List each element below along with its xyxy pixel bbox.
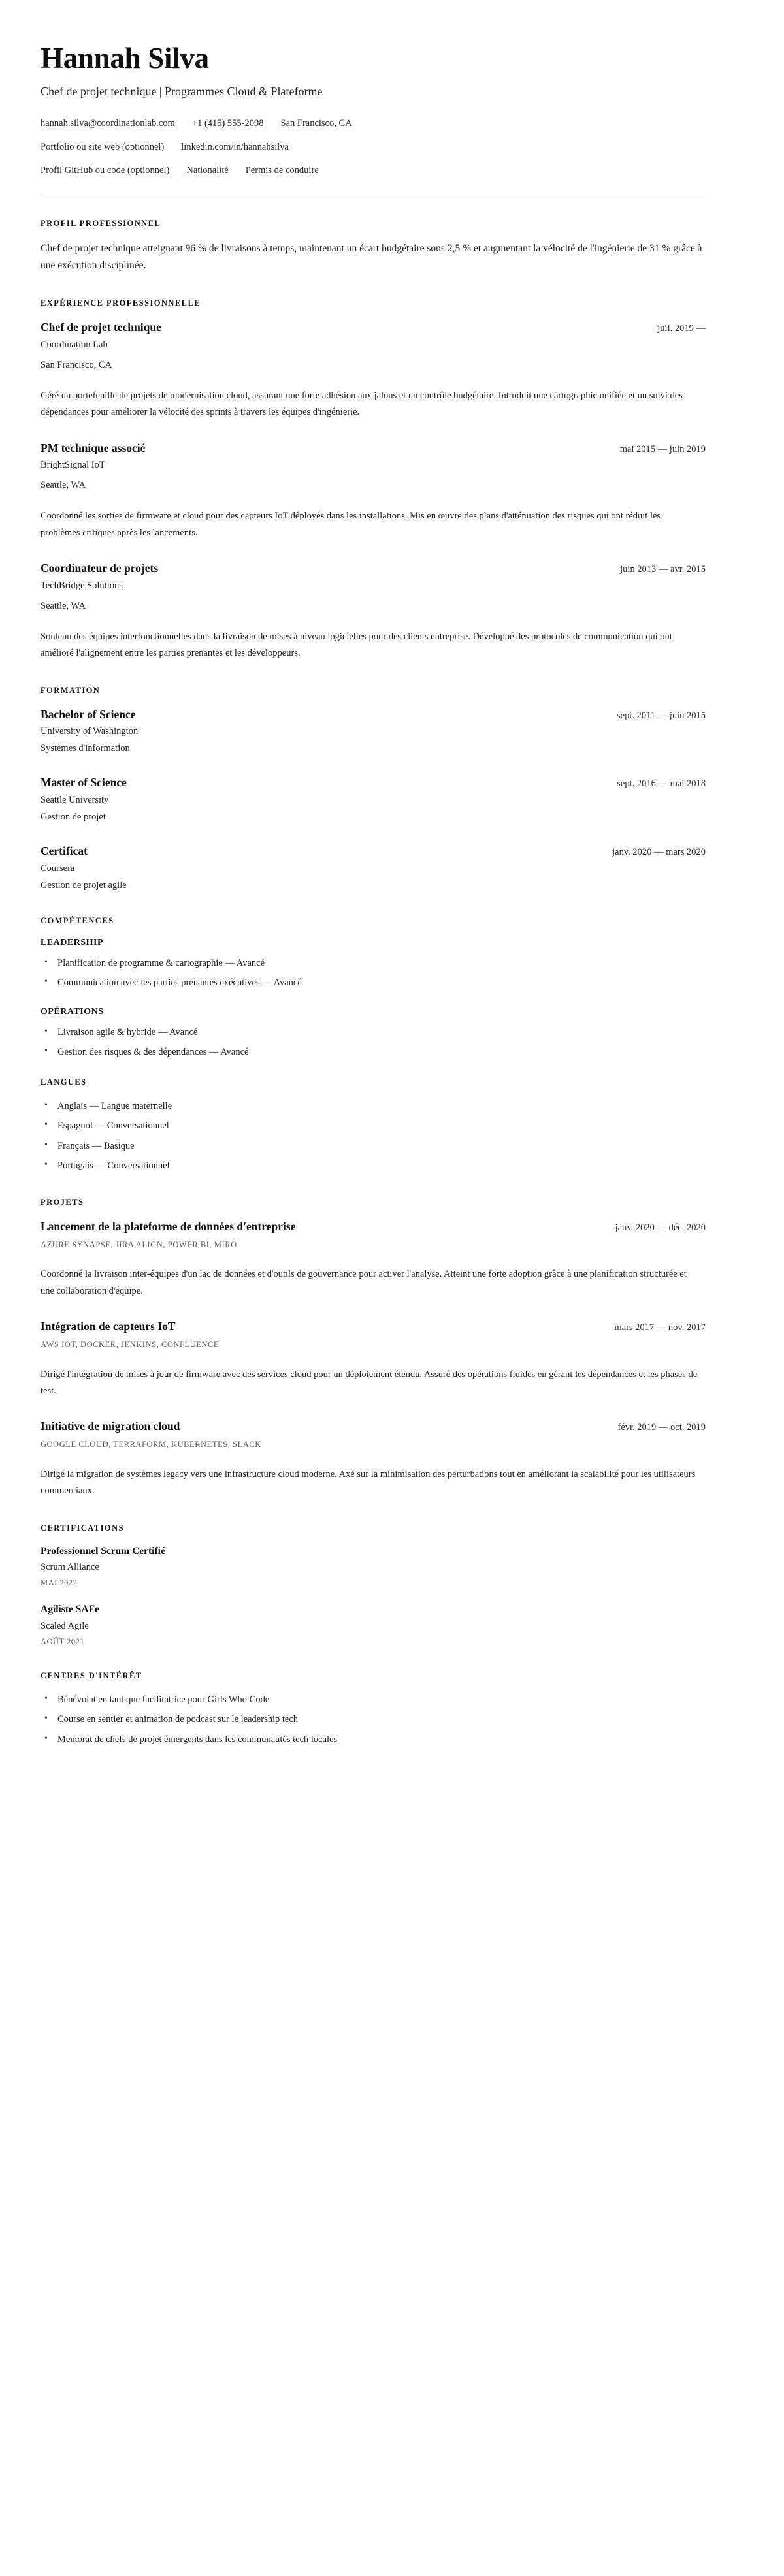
project-description: Dirigé l'intégration de mises à jour de firmware avec des services cloud pour un déploiement étendu. Assuré des opérations fluides en gérant les dépendances et les phases de test. — [41, 1369, 698, 1396]
education-entry — [41, 707, 706, 756]
interest-list — [41, 1693, 706, 1747]
skill-item: • Planification de programme & cartographie — Avancé — [41, 956, 706, 971]
project-entry-head — [41, 1419, 706, 1434]
candidate-name: Hannah Silva — [41, 42, 209, 74]
contact-row-primary — [41, 117, 706, 131]
project-description: Coordonné la livraison inter-équipes d'un lac de données et d'outils de gouvernance pour activer l'analyse. Atteint une forte adoption grâce à une planification structurée et une collaboration d'équipe. — [41, 1269, 687, 1296]
skill-item: • Livraison agile & hybride — Avancé — [41, 1025, 706, 1040]
experience-company: Coordination Lab — [41, 339, 108, 350]
project-title: Initiative de migration cloud — [41, 1420, 180, 1433]
candidate-headline: Chef de projet technique | Programmes Cloud & Plateforme — [41, 85, 323, 99]
project-date-range: janv. 2020 — déc. 2020 — [615, 1222, 706, 1233]
education-entry — [41, 775, 706, 824]
skill-group-name: OPÉRATIONS — [41, 1006, 104, 1017]
certification-entry — [41, 1603, 706, 1647]
education-entry-head — [41, 775, 706, 790]
education-entry-head — [41, 707, 706, 722]
experience-description: Géré un portefeuille de projets de modernisation cloud, assurant une forte adhésion aux jalons et un contrôle budgétaire. Introduit une cartographie unifiée et un suivi des dépendances pour améliorer la vélocité des sprints à travers les équipes d'ingénierie. — [41, 390, 683, 418]
certification-date: AOÛT 2021 — [41, 1636, 85, 1646]
project-entry-head — [41, 1219, 706, 1234]
certification-entry — [41, 1545, 706, 1589]
skill-group-operations — [41, 1007, 706, 1060]
section-title-education: FORMATION — [41, 685, 101, 695]
section-experience — [41, 298, 706, 662]
experience-company: TechBridge Solutions — [41, 580, 123, 591]
skill-group-name: LEADERSHIP — [41, 937, 104, 947]
contact-nationality: Nationalité — [186, 165, 229, 176]
language-item: • Français — Basique — [41, 1139, 706, 1154]
experience-location: Seattle, WA — [41, 480, 86, 491]
section-interests — [41, 1671, 706, 1747]
education-degree: Master of Science — [41, 776, 127, 789]
section-title-interests: CENTRES D'INTÉRÊT — [41, 1671, 142, 1680]
section-title-experience: EXPÉRIENCE PROFESSIONNELLE — [41, 298, 201, 308]
section-title-skills: COMPÉTENCES — [41, 915, 114, 925]
project-tech-stack: GOOGLE CLOUD, TERRAFORM, KUBERNETES, SLACK — [41, 1440, 261, 1450]
experience-date-range: juin 2013 — avr. 2015 — [620, 564, 706, 575]
skill-item: • Communication avec les parties prenantes exécutives — Avancé — [41, 976, 706, 991]
section-skills — [41, 916, 706, 1060]
education-school: Coursera — [41, 863, 75, 874]
skill-list — [41, 1025, 706, 1060]
contact-row-links — [41, 140, 706, 154]
section-title-certifications: CERTIFICATIONS — [41, 1523, 124, 1533]
language-item: • Portugais — Conversationnel — [41, 1158, 706, 1173]
education-school: Seattle University — [41, 795, 109, 806]
section-languages — [41, 1077, 706, 1174]
certification-issuer: Scaled Agile — [41, 1621, 89, 1632]
experience-entry-head — [41, 441, 706, 456]
experience-job-title: PM technique associé — [41, 441, 146, 454]
experience-entry — [41, 561, 706, 662]
certification-name: Professionnel Scrum Certifié — [41, 1545, 165, 1557]
experience-location: San Francisco, CA — [41, 359, 112, 370]
profile-summary-text: Chef de projet technique atteignant 96 % de livraisons à temps, maintenant un écart budgétaire sous 2,5 % et augmentant la vélocité de l'ingénierie de 31 % grâce à une exécution disciplinée. — [41, 242, 702, 272]
interest-item: • Course en sentier et animation de podcast sur le leadership tech — [41, 1712, 706, 1727]
contact-email[interactable]: hannah.silva@coordinationlab.com — [41, 118, 175, 129]
education-entry — [41, 844, 706, 893]
experience-company: BrightSignal IoT — [41, 460, 105, 471]
certification-date: MAI 2022 — [41, 1578, 78, 1587]
section-projects — [41, 1198, 706, 1500]
interest-item: • Bénévolat en tant que facilitatrice pour Girls Who Code — [41, 1693, 706, 1708]
education-date-range: sept. 2016 — mai 2018 — [617, 778, 706, 789]
experience-description: Soutenu des équipes interfonctionnelles dans la livraison de mises à niveau logicielles pour des clients entreprise. Développé des protocoles de communication qui ont amélioré l'alignement entre les parties prenantes et les développeurs. — [41, 631, 672, 659]
education-entry-head — [41, 844, 706, 859]
contact-phone[interactable]: +1 (415) 555-2098 — [191, 118, 264, 129]
language-item: • Espagnol — Conversationnel — [41, 1119, 706, 1134]
education-school: University of Washington — [41, 726, 139, 737]
project-title: Intégration de capteurs IoT — [41, 1320, 176, 1333]
project-date-range: mars 2017 — nov. 2017 — [614, 1322, 706, 1333]
section-profile — [41, 219, 706, 275]
project-date-range: févr. 2019 — oct. 2019 — [617, 1422, 706, 1433]
contact-location: San Francisco, CA — [280, 118, 352, 129]
section-title-profile: PROFIL PROFESSIONNEL — [41, 218, 161, 228]
section-certifications — [41, 1523, 706, 1647]
education-date-range: janv. 2020 — mars 2020 — [612, 847, 706, 858]
contact-github[interactable]: Profil GitHub ou code (optionnel) — [41, 165, 170, 176]
experience-job-title: Chef de projet technique — [41, 321, 161, 334]
certification-name: Agiliste SAFe — [41, 1604, 99, 1615]
education-field: Gestion de projet — [41, 812, 106, 823]
experience-entry-head — [41, 320, 706, 335]
education-degree: Bachelor of Science — [41, 707, 136, 721]
certification-issuer: Scrum Alliance — [41, 1562, 99, 1573]
education-degree: Certificat — [41, 844, 88, 858]
project-entry — [41, 1219, 706, 1299]
language-list — [41, 1099, 706, 1174]
contact-linkedin[interactable]: linkedin.com/in/hannahsilva — [181, 141, 289, 152]
project-description: Dirigé la migration de systèmes legacy vers une infrastructure cloud moderne. Axé sur la minimisation des perturbations tout en améliorant la scalabilité pour les utilisateurs commerciaux. — [41, 1469, 696, 1497]
skill-item: • Gestion des risques & des dépendances — Avancé — [41, 1045, 706, 1060]
section-education — [41, 686, 706, 893]
project-tech-stack: AWS IOT, DOCKER, JENKINS, CONFLUENCE — [41, 1339, 220, 1349]
experience-job-title: Coordinateur de projets — [41, 562, 159, 575]
language-item: • Anglais — Langue maternelle — [41, 1099, 706, 1114]
project-tech-stack: AZURE SYNAPSE, JIRA ALIGN, POWER BI, MIRO — [41, 1239, 237, 1249]
experience-entry-head — [41, 561, 706, 576]
project-entry — [41, 1319, 706, 1399]
contact-portfolio[interactable]: Portfolio ou site web (optionnel) — [41, 141, 165, 152]
contact-driving-licence: Permis de conduire — [245, 165, 319, 176]
project-entry — [41, 1419, 706, 1499]
interest-item: • Mentorat de chefs de projet émergents dans les communautés tech locales — [41, 1732, 706, 1747]
experience-description: Coordonné les sorties de firmware et cloud pour des capteurs IoT déployés dans les installations. Mis en œuvre des plans d'atténuation des risques qui ont réduit les problèmes critiques après les lancements. — [41, 511, 661, 538]
contact-row-extra — [41, 164, 706, 178]
education-field: Systèmes d'information — [41, 743, 130, 754]
education-field: Gestion de projet agile — [41, 880, 127, 891]
section-title-languages: LANGUES — [41, 1077, 87, 1087]
experience-location: Seattle, WA — [41, 600, 86, 611]
skill-list — [41, 956, 706, 991]
experience-entry — [41, 441, 706, 542]
resume-header — [41, 43, 706, 195]
experience-date-range: juil. 2019 — — [657, 323, 706, 334]
project-title: Lancement de la plateforme de données d'entreprise — [41, 1219, 296, 1233]
section-title-projects: PROJETS — [41, 1197, 84, 1207]
education-date-range: sept. 2011 — juin 2015 — [616, 710, 706, 721]
experience-entry — [41, 320, 706, 421]
experience-date-range: mai 2015 — juin 2019 — [619, 443, 706, 454]
skill-group-leadership — [41, 938, 706, 991]
project-entry-head — [41, 1319, 706, 1334]
